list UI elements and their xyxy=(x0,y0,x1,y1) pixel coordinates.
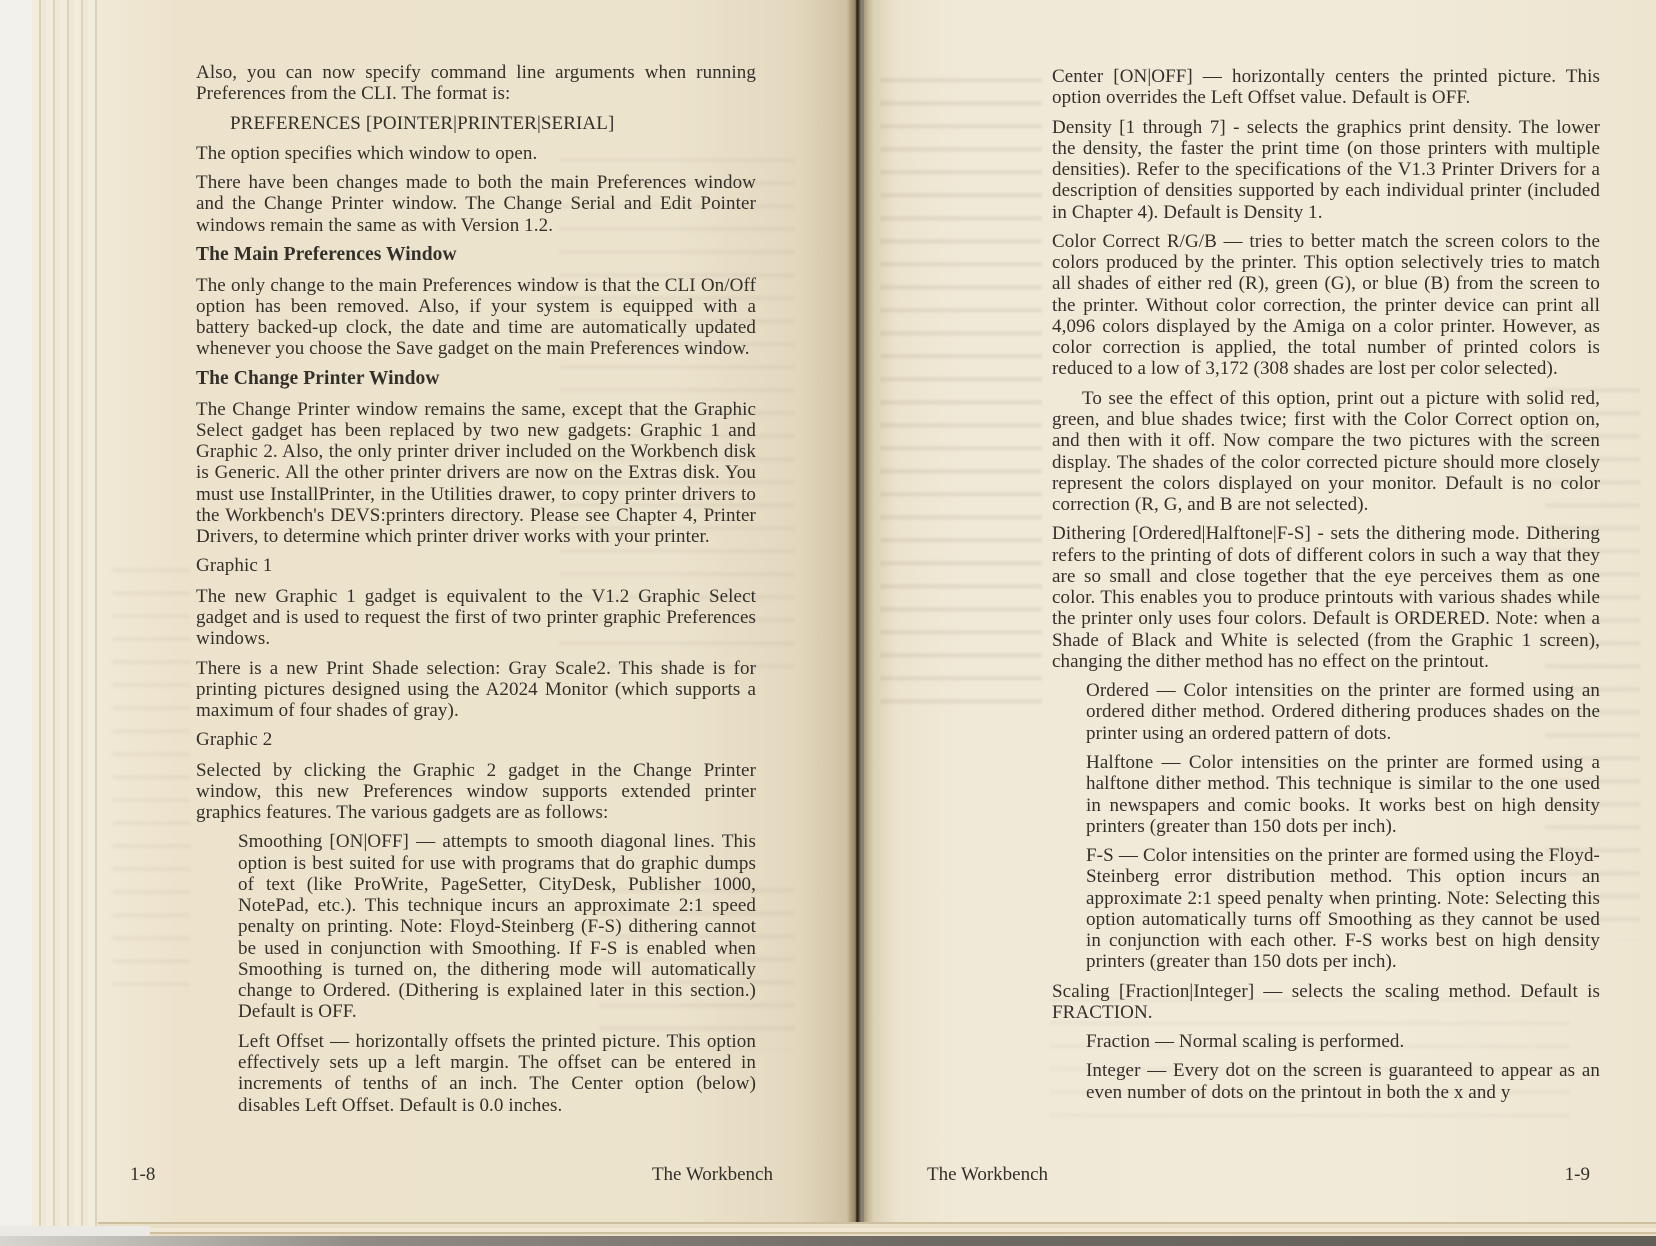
left-page-content xyxy=(196,62,756,1124)
option-paragraph: Dithering [Ordered|Halftone|F-S] - sets the dithering mode. Dithering refers to the printing of dots of different colors in such a way that they are so small and close together that the eye perceives them as one color. This enables you to produce printouts with various shades while the printer only uses four colors. Default is ORDERED. Note: when a Shade of Black and White is selected (from the Graphic 1 screen), changing the dither method has no effect on the printout. xyxy=(1052,523,1600,672)
running-title: The Workbench xyxy=(651,1164,773,1185)
suboption-paragraph: Fraction — Normal scaling is performed. xyxy=(1086,1031,1405,1053)
page-number: 1-8 xyxy=(130,1164,156,1185)
section-heading: The Change Printer Window xyxy=(196,367,440,389)
suboption-paragraph: Halftone — Color intensities on the printer are formed using a halftone dither method. This technique is similar to the one used in newspapers and comic books. It works best on high density printers (greater than 150 dots per inch). xyxy=(1086,751,1600,837)
paragraph: There have been changes made to both the main Preferences window and the Change Printer window. The Change Serial and Edit Pointer windows remain the same as with Version 1.2. xyxy=(196,172,756,236)
option-paragraph: Center [ON|OFF] — horizontally centers the printed picture. This option overrides the Left Offset value. Default is OFF. xyxy=(1052,66,1600,109)
page-edge-stack-left xyxy=(32,0,98,1234)
suboption-paragraph: Ordered — Color intensities on the printer are formed using an ordered dither method. Ordered dithering produces shades on the printer using an ordered pattern of dots. xyxy=(1086,680,1600,744)
suboption-paragraph: Integer — Every dot on the screen is guaranteed to appear as an even number of dots on the printout in both the x and y xyxy=(1086,1060,1600,1103)
suboption-paragraph: F-S — Color intensities on the printer are formed using the Floyd-Steinberg error distribution method. This option incurs an approximate 2:1 speed penalty when printing. Note: Selecting this option automatically turns off Smoothing as they cannot be used in conjunction with each other. F-S works best on high density printers (greater than 150 dots per inch). xyxy=(1086,845,1600,973)
page-number: 1-9 xyxy=(1564,1164,1590,1185)
subsection-label: Graphic 2 xyxy=(196,729,273,751)
paragraph: The option specifies which window to open. xyxy=(196,142,538,164)
paragraph: Selected by clicking the Graphic 2 gadget in the Change Printer window, this new Preferences window supports extended printer graphics features. The various gadgets are as follows: xyxy=(196,759,756,824)
section-heading: The Main Preferences Window xyxy=(196,243,457,265)
option-paragraph: Color Correct R/G/B — tries to better match the screen colors to the colors produced by the printer. This option selectively tries to match all shades of either red (R), green (G), or blue (B) from the screen to the printer. Without color correction, the printer device can print all 4,096 colors displayed by the Amiga on a color printer. However, as color correction is applied, the total number of printed colors is reduced to a low of 3,172 (308 shades are lost per color selected). xyxy=(1052,230,1600,380)
option-paragraph: Left Offset — horizontally offsets the printed picture. This option effectively sets up a left margin. The offset can be entered in increments of tenths of an inch. The Center option (below) disables Left Offset. Default is 0.0 inches. xyxy=(238,1030,756,1116)
subsection-label: Graphic 1 xyxy=(196,555,273,577)
paragraph: The Change Printer window remains the same, except that the Graphic Select gadget has been replaced by two new gadgets: Graphic 1 and Graphic 2. Also, the only printer driver included on the Workbench disk is Generic. All the other printer drivers are now on the Extras disk. You must use InstallPrinter, in the Utilities drawer, to copy printer drivers to the Workbench's DEVS:printers directory. Please see Chapter 4, Printer Drivers, to determine which printer driver works with your printer. xyxy=(196,398,756,548)
right-page-content xyxy=(1052,66,1600,1111)
scanner-background-bottom xyxy=(0,1236,1656,1246)
paragraph: The only change to the main Preferences window is that the CLI On/Off option has been removed. Also, if your system is equipped with a battery backed-up clock, the date and time are automatically updated whenever you choose the Save gadget on the main Preferences window. xyxy=(196,274,756,360)
command-syntax-line: PREFERENCES [POINTER|PRINTER|SERIAL] xyxy=(230,112,615,134)
running-title: The Workbench xyxy=(927,1164,1049,1185)
option-paragraph: Scaling [Fraction|Integer] — selects the scaling method. Default is FRACTION. xyxy=(1052,980,1600,1023)
option-paragraph: Density [1 through 7] - selects the graphics print density. The lower the density, the faster the print time (on those printers with multiple densities). Refer to the specifications of the V1.3 Printer Drivers for a description of densities supported by each individual printer (included in Chapter 4). Default is Density 1. xyxy=(1052,116,1600,223)
book-gutter xyxy=(846,0,868,1232)
paragraph: To see the effect of this option, print out a picture with solid red, green, and blue shades twice; first with the Color Correct option on, and then with it off. Now compare the two pictures with the screen display. The shades of the color corrected picture should more closely represent the colors displayed on your monitor. Default is no color correction (R, G, and B are not selected). xyxy=(1052,387,1600,516)
paragraph: There is a new Print Shade selection: Gray Scale2. This shade is for printing pictures designed using the A2024 Monitor (which supports a maximum of four shades of gray). xyxy=(196,657,756,722)
right-page-footer xyxy=(927,1164,1590,1186)
left-page-footer xyxy=(130,1164,773,1186)
scanner-background-left xyxy=(0,0,32,1246)
paragraph: Also, you can now specify command line arguments when running Preferences from the CLI. The format is: xyxy=(196,62,756,105)
option-paragraph: Smoothing [ON|OFF] — attempts to smooth diagonal lines. This option is best suited for use with programs that do graphic dumps of text (like ProWrite, PageSetter, CityDesk, Publisher 1000, NotePad, etc.). This technique incurs an approximate 2:1 speed penalty on printing. Note: Floyd-Steinberg (F-S) dithering cannot be used in conjunction with Smoothing. If F-S is enabled when Smoothing is turned on, the dithering mode will automatically change to Ordered. (Dithering is explained later in this section.) Default is OFF. xyxy=(238,831,756,1023)
paragraph: The new Graphic 1 gadget is equivalent to the V1.2 Graphic Select gadget and is used to request the first of two printer graphic Preferences windows. xyxy=(196,585,756,650)
